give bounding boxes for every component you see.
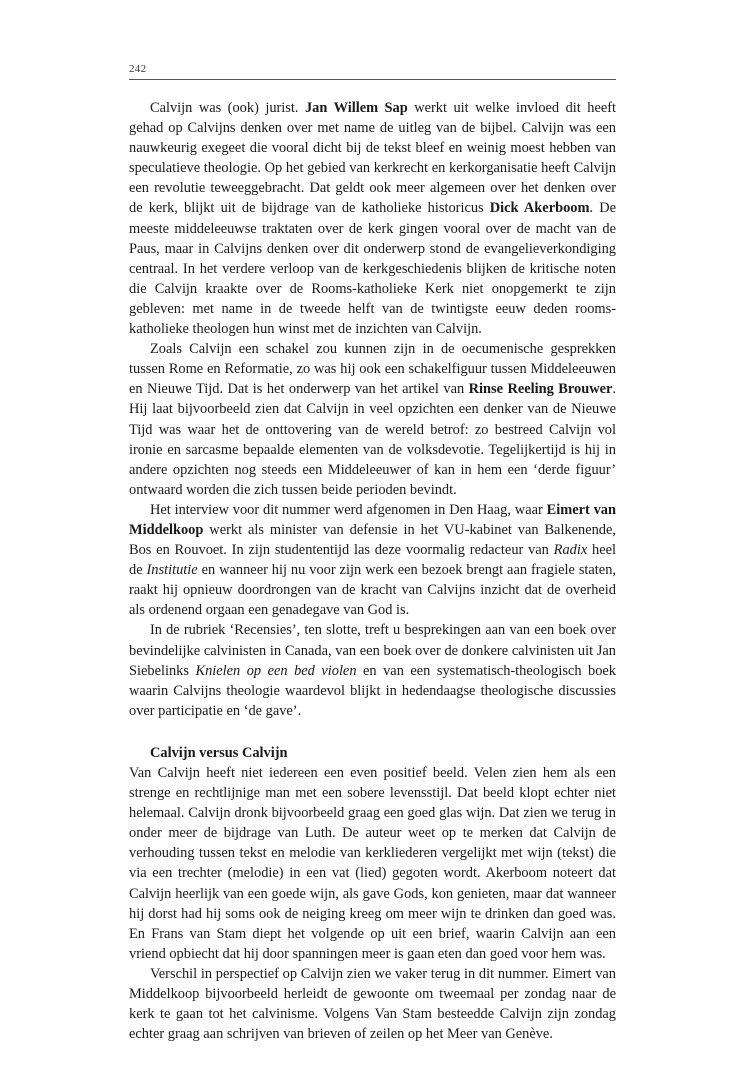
paragraph-2: Zoals Calvijn een schakel zou kunnen zijn in de oecumenische gesprekken tussen Rome en Reformatie, zo was hij ook een schakelfiguur tussen Middeleeuwen en Nieuwe Tijd. Dat is het onderwerp van het artikel van Rinse Reeling Brouwer. Hij laat bijvoorbeeld zien dat Calvijn in veel opzichten een denker van de Nieuwe Tijd was waar het de onttovering van de wereld betrof: zo bestreed Calvijn vol ironie en sarcasme bepaalde elementen van de volksdevotie. Tegelijkertijd is hij in andere opzichten nog steeds een Middeleeuwer of kan in hem een ‘derde figuur’ ontwaard worden die zich tussen beide perioden bevindt. — [129, 341, 616, 498]
author-name: Dick Akerboom — [489, 200, 590, 217]
title-italic: Radix — [553, 542, 588, 559]
paragraph-3: Het interview voor dit nummer werd afgenomen in Den Haag, waar Eimert van Middelkoop werkt als minister van defensie in het VU-kabinet van Balkenende, Bos en Rouvoet. In zijn studententijd las deze voormalig redacteur van Radix heel de Institutie en wanneer hij nu voor zijn werk een bezoek brengt aan fragiele staten, raakt hij opnieuw doordrongen van de kracht van Calvijns inzicht dat de overheid als ordenend orgaan een genadegave van God is. — [129, 501, 616, 619]
title-italic: Institutie — [146, 562, 198, 579]
paragraph-6: Verschil in perspectief op Calvijn zien we vaker terug in dit nummer. Eimert van Middelkoop bijvoorbeeld herleidt de gewoonte om tweemaal per zondag naar de kerk te gaan tot het calvinisme. Volgens Van Stam besteedde Calvijn zijn zondag echter graag aan schrijven van brieven of zeilen op het Meer van Genève. — [129, 965, 616, 1043]
section-heading: Calvijn versus Calvijn — [150, 744, 288, 761]
page-number: 242 — [129, 63, 147, 75]
body-text — [129, 98, 616, 1044]
paragraph-1: Calvijn was (ook) jurist. Jan Willem Sap werkt uit welke invloed dit heeft gehad op Calvijns denken over met name de uitleg van de bijbel. Calvijn was een nauwkeurig exegeet die vooral dicht bij de tekst bleef en weinig moest hebben van speculatieve theologie. Op het gebied van kerkrecht en kerkorganisatie heeft Calvijn een revolutie teweeggebracht. Dat geldt ook meer algemeen over het denken over de kerk, blijkt uit de bijdrage van de katholieke historicus Dick Akerboom. De meeste middeleeuwse traktaten over de kerk gingen vooral over de macht van de Paus, maar in Calvijns denken over dit onderwerp stond de evangelieverkondiging centraal. In het verdere verloop van de kerkgeschiedenis blijken de kritische noten die Calvijn kraakte over de Rooms-katholieke Kerk niet onopgemerkt te zijn gebleven: met name in de tweede helft van de twintigste eeuw deden rooms-katholieke theologen hun winst met de inzichten van Calvijn. — [129, 100, 617, 338]
author-name: Eimert van Middelkoop — [129, 501, 616, 538]
paragraph-5: Van Calvijn heeft niet iedereen een even positief beeld. Velen zien hem als een strenge en rechtlijnige man met een sobere levensstijl. Dat beeld klopt echter niet helemaal. Calvijn dronk bijvoorbeeld graag een goed glas wijn. Dat zien we terug in onder meer de bijdrage van Luth. De auteur weet op te merken dat Calvijn de verhouding tussen tekst en melodie van kerkliederen vergelijkt met wijn (tekst) die via een trechter (melodie) in een vat (lied) gegoten wordt. Akerboom noteert dat Calvijn heerlijk van een goede wijn, als gave Gods, kon genieten, maar dat wanneer hij dorst had hij soms ook de neiging kreeg om meer wijn te drinken dan goed was. En Frans van Stam diept het volgende op uit een brief, waarin Calvijn aan een vriend opbiecht dat hij door spanningen meer is gaan eten dan goed voor hem was. — [129, 765, 616, 962]
page-header — [129, 63, 616, 80]
author-name: Jan Willem Sap — [304, 100, 408, 116]
author-name: Rinse Reeling Brouwer — [468, 381, 613, 398]
title-italic: Knielen op een bed violen — [195, 662, 357, 679]
paragraph-4: In de rubriek ‘Recensies’, ten slotte, treft u besprekingen aan van een boek over bevindelijke calvinisten in Canada, van een boek over de donkere calvinisten uit Jan Siebelinks Knielen op een bed violen en van een systematisch-theologisch boek waarin Calvijns theologie waardevol blijkt in hedendaagse theologische discussies over participatie en ‘de gave’. — [129, 622, 617, 719]
